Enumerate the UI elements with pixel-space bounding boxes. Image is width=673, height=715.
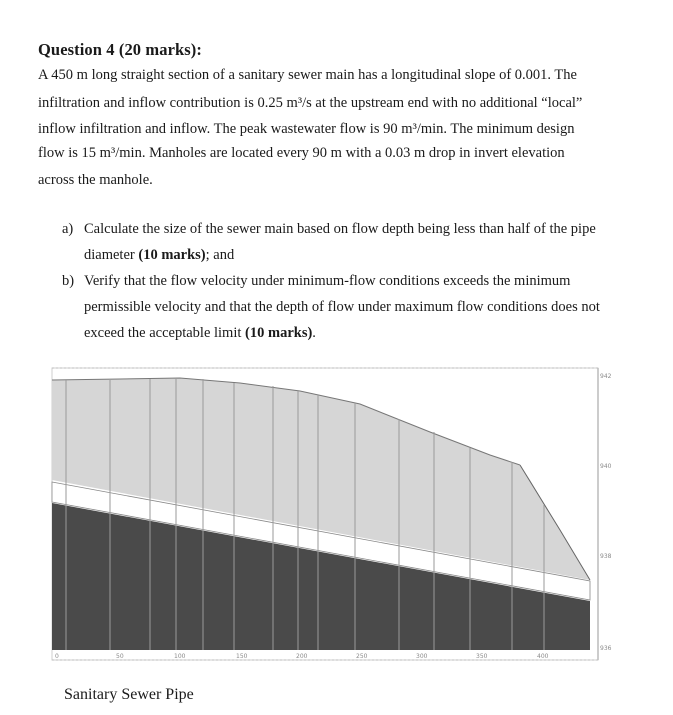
right-tick-label: 936 — [600, 645, 612, 652]
right-tick-label: 942 — [600, 373, 612, 380]
right-tick-label: 938 — [600, 553, 612, 560]
x-tick-label: 400 — [537, 653, 549, 660]
x-tick-label: 100 — [174, 653, 186, 660]
x-tick-label: 350 — [476, 653, 488, 660]
x-tick-label: 300 — [416, 653, 428, 660]
intro-line: across the manhole. — [38, 172, 153, 188]
x-tick-label: 50 — [116, 653, 124, 660]
figure-caption: Sanitary Sewer Pipe — [64, 686, 194, 703]
x-tick-label: 250 — [356, 653, 368, 660]
x-tick-label: 150 — [236, 653, 248, 660]
intro-line: infiltration and inflow contribution is 0.25 m³/s at the upstream end with no additional “local” — [38, 95, 583, 111]
part-a-line: diameter (10 marks); and — [84, 247, 235, 263]
part-a-line: Calculate the size of the sewer main based on flow depth being less than half of the pipe — [84, 221, 596, 237]
intro-line: inflow infiltration and inflow. The peak wastewater flow is 90 m³/min. The minimum design — [38, 121, 575, 137]
intro-line: A 450 m long straight section of a sanitary sewer main has a longitudinal slope of 0.001. The — [38, 67, 577, 83]
part-b-line: exceed the acceptable limit (10 marks). — [84, 325, 316, 341]
part-b-marker: b) — [62, 273, 75, 289]
x-tick-label: 200 — [296, 653, 308, 660]
part-b-line: permissible velocity and that the depth of flow under maximum flow conditions does not — [84, 299, 600, 315]
part-b-line: Verify that the flow velocity under minimum-flow conditions exceeds the minimum — [84, 273, 571, 289]
intro-line: flow is 15 m³/min. Manholes are located every 90 m with a 0.03 m drop in invert elevation — [38, 145, 565, 161]
right-tick-label: 940 — [600, 463, 612, 470]
question-title: Question 4 (20 marks): — [38, 40, 202, 59]
part-a-marker: a) — [62, 221, 74, 237]
x-tick-label: 0 — [55, 653, 59, 660]
